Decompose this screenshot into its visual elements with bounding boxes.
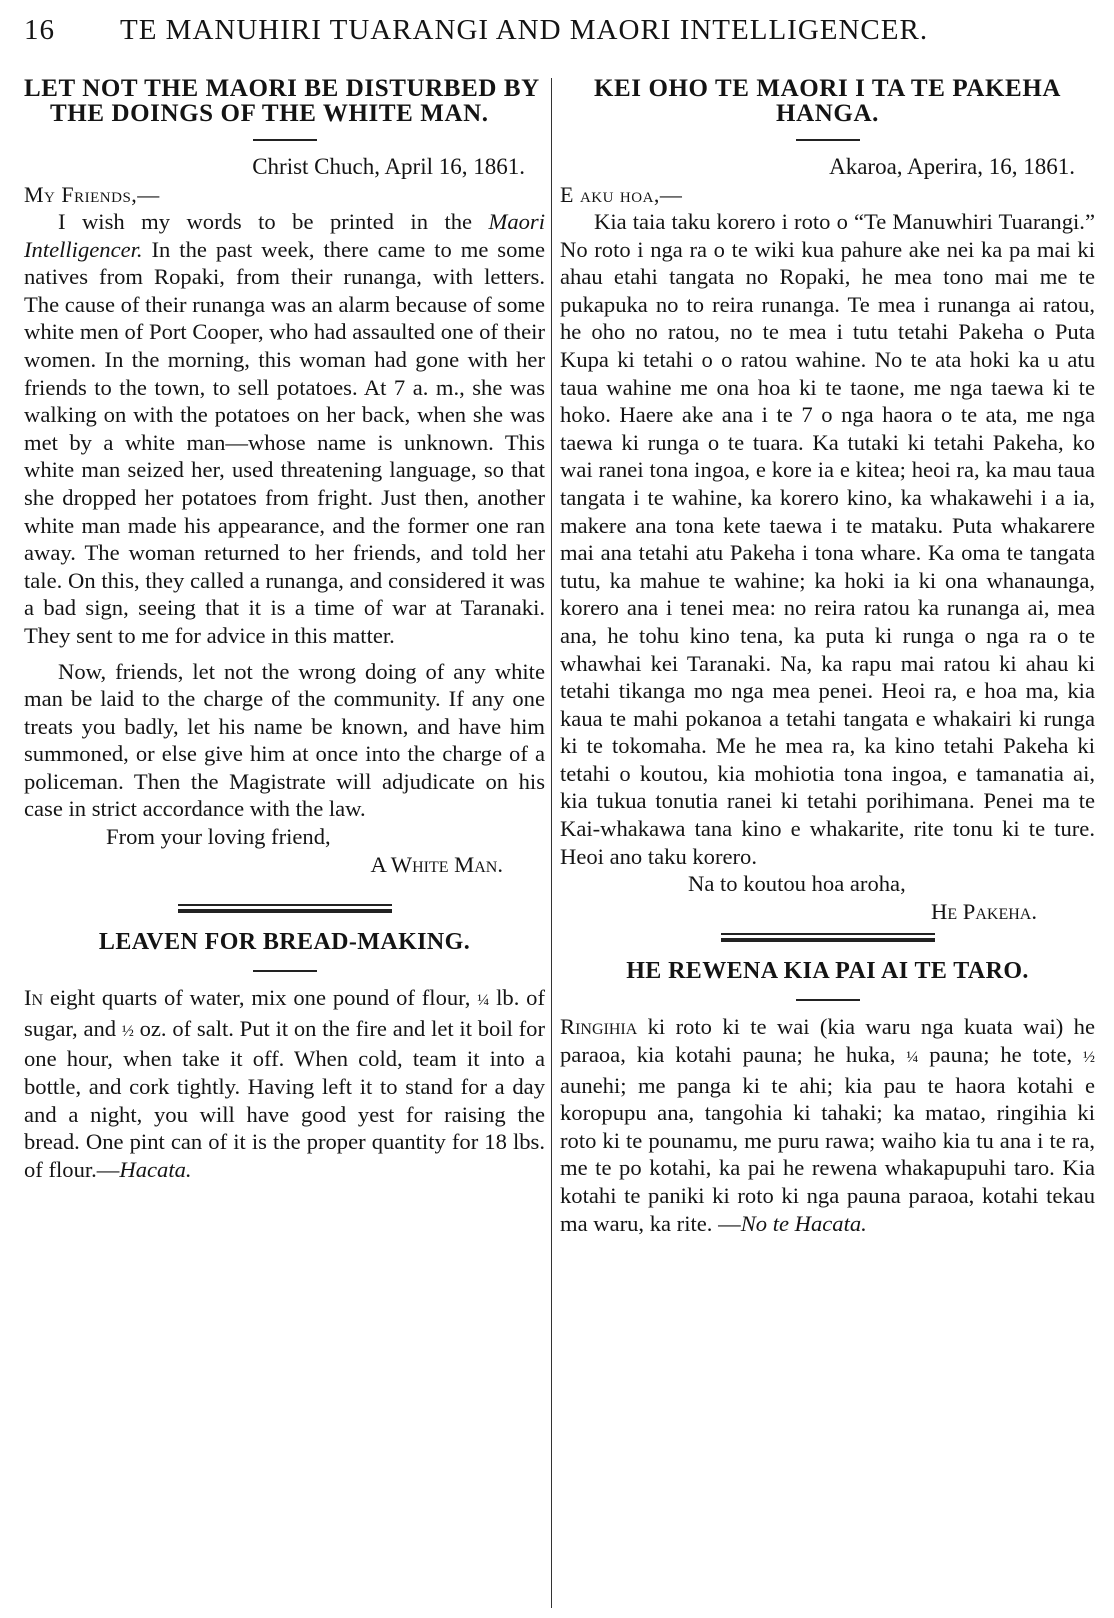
english-letter-dateline: Christ Chuch, April 16, 1861. [252,154,525,179]
para1-rest: In the past week, there came to me some natives from Ropaki, from their runanga, with letters. The cause of their runanga was an alarm because of some white men of Port Cooper, who had assaulted one of their women. In the morning, this woman had gone with her friends to the town, to sell potatoes. At 7 a. m., she was walking on with the potatoes on her back, when she was met by a white man—whose name is unknown. This white man seized her, used threatening language, so that she dropped her potatoes from fright. Just then, another white man made his appearance, and the former one ran away. The woman returned to her friends, and told her tale. On this, they called a runanga, and considered it was a bad sign, seeing that it is a time of war at Taranaki. They sent to me for advice in this matter. [24,236,545,648]
english-recipe-text [24,984,545,1183]
column-divider [551,78,552,1608]
recipe-lead-word: Ringihia [560,1014,638,1040]
english-letter-closing: From your loving friend, [106,824,331,850]
salutation-text: My Friends,— [24,182,160,207]
maori-recipe-title: HE REWENA KIA PAI AI TE TARO. [626,958,1029,985]
recipe-lead-word: In [24,985,44,1011]
english-letter-signature: A White Man. [370,851,503,877]
para1-start: I wish my words to be printed in the [58,209,489,234]
fraction-half: ½ [121,1022,134,1040]
right-column [560,76,1095,1616]
recipe-text-c: oz. of salt. Put it on the fire and let it boil for one hour, when take it off. When cold, team it into a bottle, and cork tightly. Having left it to stand for a day and a night, you will have good yest for raising the bread. One pint can of it is the proper quantity for 18 lbs. of flour.— [24,1015,545,1182]
section-divider [721,933,935,942]
recipe-text-b: lb. of sugar, and [24,985,546,1041]
english-letter-salutation [24,182,545,208]
recipe-text-a: eight quarts of water, mix one pound of flour, [43,985,478,1011]
page-number: 16 [24,14,55,46]
para1-publication-name: Maori Intelligencer. [24,209,545,262]
maori-letter-signature: He Pakeha. [931,898,1037,924]
fraction-quarter: ¼ [477,992,490,1010]
maori-letter-paragraph: Kia taia taku korero i roto o “Te Manuwhiri Tuarangi.” No roto i nga ra o te wiki kua pahure ake nei ka pa mai ki ahau etahi tangata no Ropaki, he mea tono mai me te pukapuka no to reira runanga. Te mea i runanga ai ratou, he oho no ratou, no te mea i tutu tetahi Pakeha o Puta Kupa ki tetahi o o ratou wahine. No te ata hoki ka u atu taua wahine me ona hoa ki te taone, me nga taewa ki te hoko. Haere ake ana i te 7 o nga haora o te ata, me nga taewa ki runga o te tuara. Ka tutaki ki tetahi Pakeha, ko wai ranei tona ingoa, e kore ia e kitea; heoi ra, ka mau taua tangata i te wahine, ka korero kino, ka whakawehi i a ia, makere ana tona kete taewa i te mataku. Puta whakarere mai ana tetahi atu Pakeha i tona whare. Ka oma te tangata tutu, ka mahue te wahine; ka hoki ia ki ona whanaunga, korero ana i tenei mea: no reira ratou ka runanga ai, mea ana, he tohu kino tena, ka puta ki runga o nga ra o te whawhai kei Taranaki. Na, ka rapu mai ratou ki ahau ki tetahi tikanga mo nga mea penei. Heoi ra, e hoa ma, kia kaua te mahi pokanoa a tetahi tangata e whakairi ki runga ki te tokomaha. Me he mea ra, ka kino tetahi Pakeha ki tetahi o koutou, kia mohiotia tona ingoa, e tamanatia ai, kia tukua tonutia ranei ki tetahi porihimana. Penei ma te Kai-whakawa tana kino e whakarite, rite tonu ki te ture. Heoi ano taku korero. [560,209,1095,869]
maori-letter-closing: Na to koutou hoa aroha, [688,871,906,897]
recipe-source: Hacata. [119,1156,192,1182]
headline-rule [796,139,860,141]
publication-title: TE MANUHIRI TUARANGI AND MAORI INTELLIGENCER. [120,14,929,46]
recipe-source: No te Hacata. [740,1210,867,1236]
recipe-text-b: pauna; he tote, [918,1042,1084,1068]
maori-letter-dateline: Akaroa, Aperira, 16, 1861. [829,154,1075,179]
fraction-quarter: ¼ [906,1049,919,1067]
headline-rule [253,139,317,141]
maori-recipe-text [560,1013,1095,1237]
english-letter-headline: LET NOT THE MAORI BE DISTURBED BY THE DOINGS OF THE WHITE MAN. [24,75,539,127]
english-letter-paragraph-2: Now, friends, let not the wrong doing of any white man be laid to the charge of the community. If any one treats you badly, let his name be known, and have him summoned, or else give him at once into the charge of a policeman. Then the Magistrate will adjudicate on his case in strict accordance with the law. [24,658,545,822]
recipe-text-a: ki roto ki te wai (kia waru nga kuata wai) he paraoa, kia kotahi pauna; he huka, [560,1014,1095,1068]
recipe-title-rule [253,970,317,972]
section-divider [178,904,392,913]
recipe-title-rule [796,999,860,1001]
left-column [24,76,545,1616]
fraction-half: ½ [1083,1049,1096,1067]
english-recipe-title: LEAVEN FOR BREAD-MAKING. [98,929,471,956]
english-letter-paragraph-1 [24,208,545,650]
salutation-text: E aku hoa,— [560,182,683,207]
maori-letter-headline: KEI OHO TE MAORI I TA TE PAKEHA HANGA. [593,75,1062,127]
maori-letter-salutation [560,182,1095,208]
recipe-text-c: aunehi; me panga ki te ahi; kia pau te haora kotahi e koropupu ana, tangohia ki tahaki; ka matao, ringihia ki roto ki te pounamu, me puru rawa; waiho kia tu ana i te ra, me te po kotahi, ka pai he rewena whakapupuhi taro. Kia kotahi te paniki ki roto ki nga pauna paraoa, kotahi tekau ma waru, ka rite. — [560,1072,1095,1236]
page-header [24,14,1094,54]
